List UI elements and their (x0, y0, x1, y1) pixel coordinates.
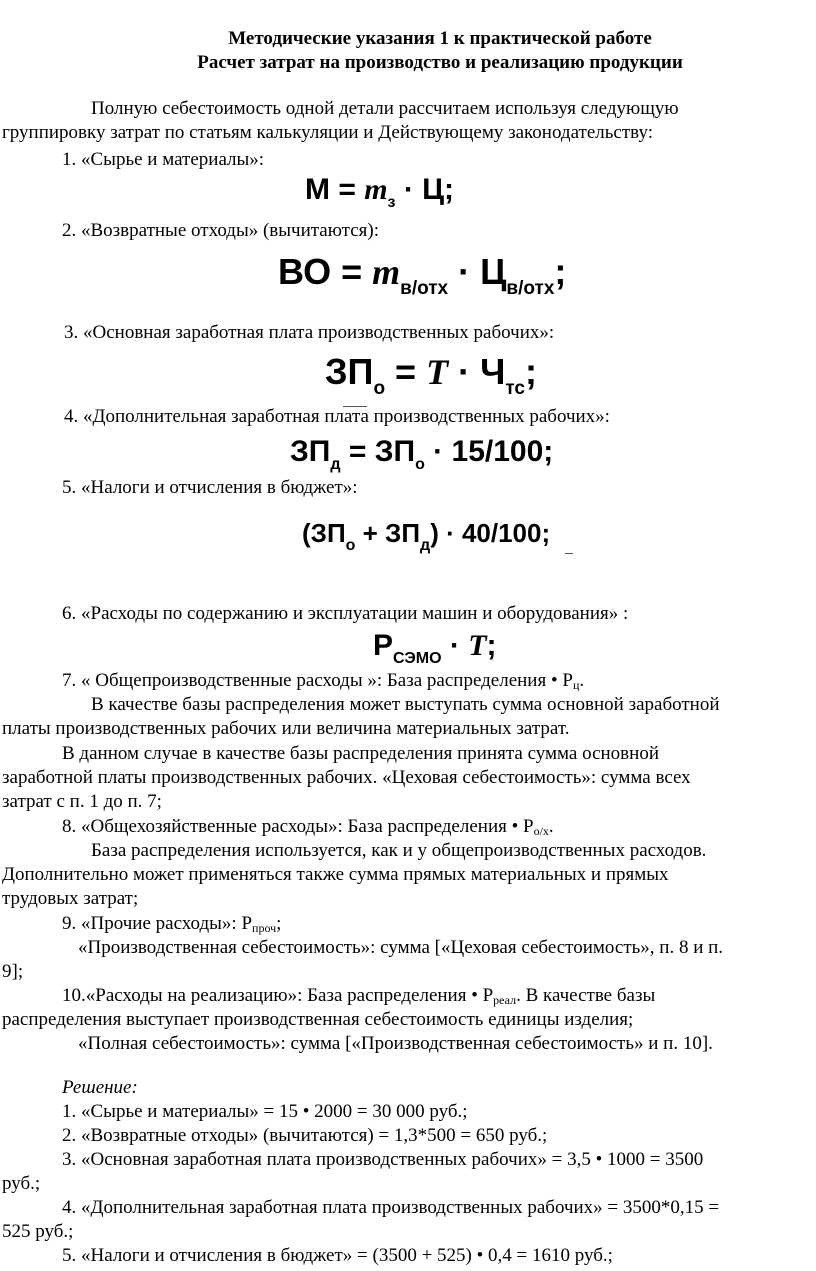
item-10-paragraph-1: распределения выступает производственная себестоимость единицы изделия; (2, 1009, 634, 1030)
item-4: 4. «Дополнительная заработная плата производственных рабочих»: (64, 406, 610, 427)
item-7-paragraph-1: В качестве базы распределения может выступать сумма основной заработной (91, 694, 720, 715)
solution-step-1: 1. «Сырье и материалы» = 15 • 2000 = 30 000 руб.; (62, 1101, 468, 1122)
formula-taxes: $(ЗП_о + ЗП_д) \cdot 40/100$; (302, 518, 551, 554)
item-8: 8. «Общехозяйственные расходы»: База распределения • $Р_{о/х}$. (62, 816, 554, 838)
item-7-paragraph-5: затрат с п. 1 до п. 7; (2, 791, 162, 812)
item-8-paragraph-1: База распределения используется, как и у общепроизводственных расходов. (91, 840, 707, 861)
item-2: 2. «Возвратные отходы» (вычитаются): (62, 220, 379, 241)
item-8-paragraph-3: трудовых затрат; (2, 888, 139, 909)
solution-step-3-cont: руб.; (2, 1173, 41, 1194)
scan-mark (565, 553, 573, 554)
solution-step-3: 3. «Основная заработная плата производственных рабочих» = 3,5 • 1000 = 3500 (62, 1149, 704, 1170)
formula-returnable-waste: ВО = $m_{в/отх} \cdot Ц_{в/отх}$; (278, 251, 567, 299)
title-line-2: Расчет затрат на производство и реализацию продукции (197, 52, 683, 73)
item-9-paragraph-1: «Производственная себестоимость»: сумма [«Цеховая себестоимость», п. 8 и п. (78, 937, 724, 958)
item-6: 6. «Расходы по содержанию и эксплуатации машин и оборудования» : (62, 603, 629, 624)
item-10: 10.«Расходы на реализацию»: База распределения • $Р_{реал}$. В качестве базы (62, 985, 656, 1007)
formula-equipment: $Р_{СЭМО} \cdot T$; (373, 629, 497, 667)
intro-line-2: группировку затрат по статьям калькуляции и Действующему законодательству: (2, 122, 654, 143)
item-9: 9. «Прочие расходы»: $Р_{проч}$; (62, 913, 282, 935)
intro-line-1: Полную себестоимость одной детали рассчитаем используя следующую (91, 98, 679, 119)
solution-step-4-cont: 525 руб.; (2, 1221, 74, 1242)
item-8-paragraph-2: Дополнительно может применяться также сумма прямых материальных и прямых (2, 864, 669, 885)
formula-additional-salary: $ЗП_д = ЗП_о \cdot 15/100$; (290, 435, 554, 473)
formula-materials: $М = m_з \cdot Ц$; (305, 173, 455, 211)
item-3: 3. «Основная заработная плата производственных рабочих»: (64, 322, 555, 343)
solution-step-2: 2. «Возвратные отходы» (вычитаются) = 1,3*500 = 650 руб.; (62, 1125, 548, 1146)
title-line-1: Методические указания 1 к практической работе (228, 28, 652, 49)
item-7: 7. « Общепроизводственные расходы »: База распределения • $Р_ц$. (62, 670, 585, 692)
item-9-paragraph-2: 9]; (2, 961, 24, 982)
solution-step-4: 4. «Дополнительная заработная плата производственных рабочих» = 3500*0,15 = (62, 1197, 720, 1218)
solution-heading: Решение: (62, 1077, 138, 1098)
item-7-paragraph-4: заработной платы производственных рабочих. «Цеховая себестоимость»: сумма всех (2, 767, 691, 788)
item-5: 5. «Налоги и отчисления в бюджет»: (62, 477, 358, 498)
solution-step-5: 5. «Налоги и отчисления в бюджет» = (3500 + 525) • 0,4 = 1610 руб.; (62, 1245, 613, 1266)
item-10-paragraph-2: «Полная себестоимость»: сумма [«Производственная себестоимость» и п. 10]. (78, 1033, 713, 1054)
item-7-paragraph-3: В данном случае в качестве базы распределения принята сумма основной (62, 743, 659, 764)
item-7-paragraph-2: платы производственных рабочих или величина материальных затрат. (2, 718, 570, 739)
item-1: 1. «Сырье и материалы»: (62, 149, 265, 170)
formula-base-salary: $ЗП_о = T \cdot Ч_{тс}$; (325, 351, 537, 399)
